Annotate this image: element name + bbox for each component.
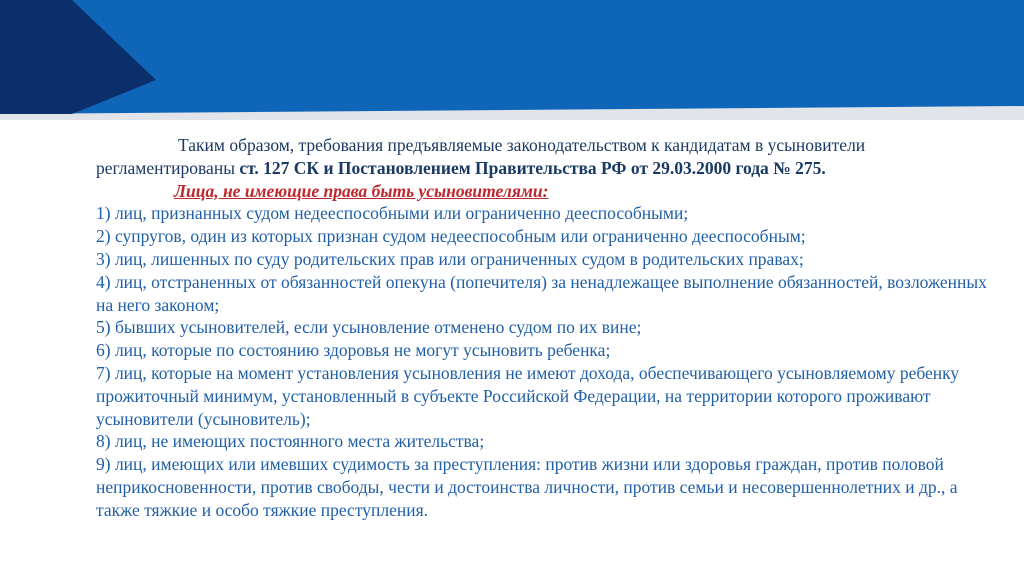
restriction-list xyxy=(96,202,996,521)
list-item: 4) лиц, отстраненных от обязанностей опекуна (попечителя) за ненадлежащее выполнение обязанностей, возложенных на него законом; xyxy=(96,271,987,315)
list-item: 1) лиц, признанных судом недееспособными или ограниченно дееспособными; xyxy=(96,203,689,224)
list-item: 3) лиц, лишенных по суду родительских прав или ограниченных судом в родительских правах; xyxy=(96,248,804,269)
list-item: 2) супругов, один из которых признан судом недееспособным или ограниченно дееспособным; xyxy=(96,226,806,247)
list-item: 8) лиц, не имеющих постоянного места жительства; xyxy=(96,431,485,452)
intro-text: Таким образом, требования предъявляемые законодательством к кандидатам в усыновители регламентированы xyxy=(96,135,866,178)
intro-paragraph xyxy=(96,134,996,180)
section-heading: Лица, не имеющие права быть усыновителями: xyxy=(174,180,549,201)
list-item: 5) бывших усыновителей, если усыновление отменено судом по их вине; xyxy=(96,317,642,338)
list-item: 6) лиц, которые по состоянию здоровья не могут усыновить ребенка; xyxy=(96,340,611,361)
list-item: 7) лиц, которые на момент установления усыновления не имеют дохода, обеспечивающего усыновляемому ребенку прожиточный минимум, установленный в субъекте Российской Федерации, на территории которого проживают усыновители (усыновитель); xyxy=(96,362,960,429)
intro-reference: ст. 127 СК и Постановлением Правительства РФ от 29.03.2000 года № 275. xyxy=(239,157,826,178)
list-item: 9) лиц, имеющих или имевших судимость за преступления: против жизни или здоровья граждан, против половой неприкосновенности, против свободы, чести и достоинства личности, против семьи и несовершеннолетних и др., а также тяжкие и особо тяжкие преступления. xyxy=(96,454,958,520)
slide-content xyxy=(96,134,996,522)
banner-stripe xyxy=(0,0,1024,114)
header-banner xyxy=(0,0,1024,120)
